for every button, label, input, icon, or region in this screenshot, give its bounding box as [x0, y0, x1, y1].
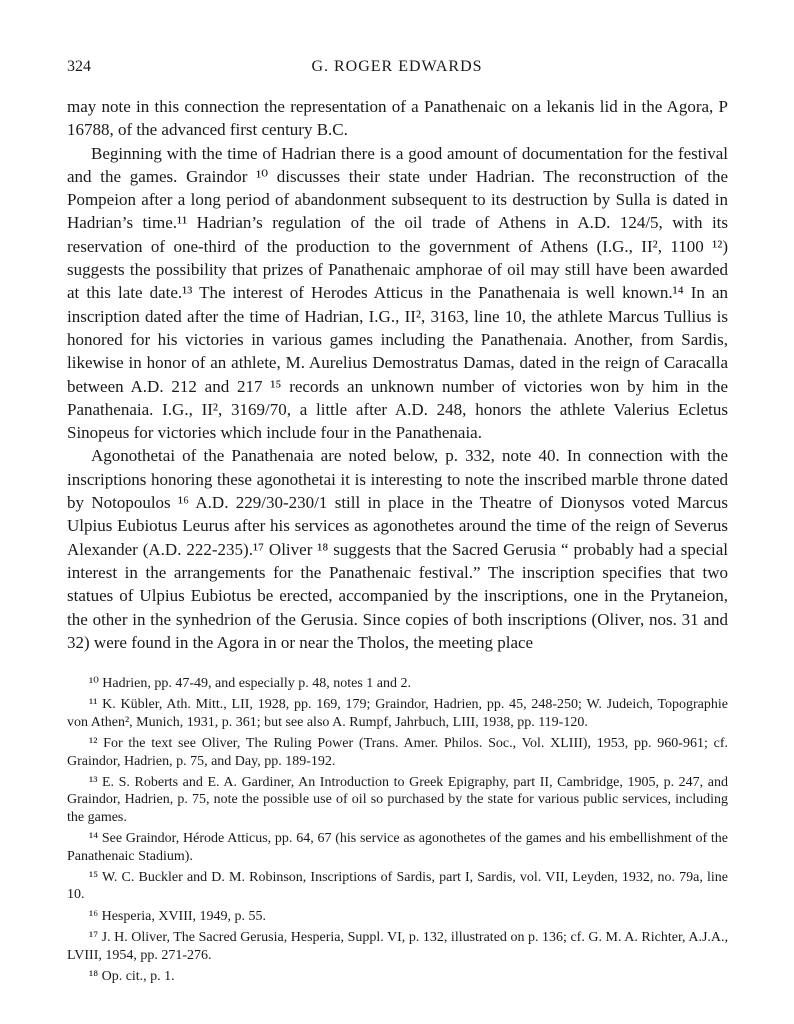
footnote-13: ¹³ E. S. Roberts and E. A. Gardiner, An Introduction to Greek Epigraphy, part II, Cambridge, 1905, p. 247, and Graindor, Hadrien, p. 75, note the possible use of oil so purchased by the state for various public services, including the games. — [67, 775, 728, 825]
footnote-17: ¹⁷ J. H. Oliver, The Sacred Gerusia, Hesperia, Suppl. VI, p. 132, illustrated on p. 136; cf. G. M. A. Richter, A.J.A., LVIII, 1954, pp. 271-276. — [67, 930, 728, 963]
footnote-15: ¹⁵ W. C. Buckler and D. M. Robinson, Inscriptions of Sardis, part I, Sardis, vol. VII, Leyden, 1932, no. 79a, line 10. — [67, 870, 728, 903]
page-header — [67, 58, 727, 80]
footnote-16: ¹⁶ Hesperia, XVIII, 1949, p. 55. — [89, 908, 267, 924]
footnote-18: ¹⁸ Op. cit., p. 1. — [89, 969, 175, 985]
footnote-12: ¹² For the text see Oliver, The Ruling Power (Trans. Amer. Philos. Soc., Vol. XLIII), 1953, pp. 960-961; cf. Graindor, Hadrien, p. 75, and Day, pp. 189-192. — [67, 736, 728, 769]
footnotes — [67, 675, 728, 986]
paragraph-3: Agonothetai of the Panathenaia are noted below, p. 332, note 40. In connection with the inscriptions honoring these agonothetai it is interesting to note the inscribed marble throne dated by Notopoulos ¹⁶ A.D. 229/30-230/1 still in place in the Theatre of Dionysos voted Marcus Ulpius Eubiotus Leurus after his services as agonothetes around the time of the reign of Severus Alexander (A.D. 222-235).¹⁷ Oliver ¹⁸ suggests that the Sacred Gerusia “ probably had a special interest in the arrangements for the Panathenaic festival.” The inscription specifies that two statues of Ulpius Eubiotus be erected, accompanied by the inscriptions, one in the Prytaneion, the other in the synhedrion of the Gerusia. Since copies of both inscriptions (Oliver, nos. 31 and 32) were found in the Agora in or near the Tholos, the meeting place — [67, 446, 728, 652]
footnote-11: ¹¹ K. Kübler, Ath. Mitt., LII, 1928, pp. 169, 179; Graindor, Hadrien, pp. 45, 248-250; W. Judeich, Topographie von Athen², Munich, 1931, p. 361; but see also A. Rumpf, Jahrbuch, LIII, 1938, pp. 119-120. — [67, 697, 728, 730]
running-head: G. ROGER EDWARDS — [311, 58, 483, 75]
footnote-10: ¹⁰ Hadrien, pp. 47-49, and especially p. 48, notes 1 and 2. — [89, 676, 412, 691]
page-number: 324 — [67, 58, 91, 75]
paragraph-1: may note in this connection the representation of a Panathenaic on a lekanis lid in the Agora, P 16788, of the advanced first century B.C. — [67, 97, 728, 140]
main-text — [67, 95, 728, 654]
footnote-14: ¹⁴ See Graindor, Hérode Atticus, pp. 64, 67 (his service as agonothetes of the games and his embellishment of the Panathenaic Stadium). — [67, 831, 728, 864]
paragraph-2: Beginning with the time of Hadrian there is a good amount of documentation for the festival and the games. Graindor ¹⁰ discusses their state under Hadrian. The reconstruction of the Pompeion after a long period of abandonment subsequent to its destruction by Sulla is dated in Hadrian’s time.¹¹ Hadrian’s regulation of the oil trade of Athens in A.D. 124/5, with its reservation of one-third of the production to the government of Athens (I.G., II², 1100 ¹²) suggests the possibility that prizes of Panathenaic amphorae of oil may still have been awarded at this late date.¹³ The interest of Herodes Atticus in the Panathenaia is well known.¹⁴ In an inscription dated after the time of Hadrian, I.G., II², 3163, line 10, the athlete Marcus Tullius is honored for his victories in various games including the Panathenaia. Another, from Sardis, likewise in honor of an athlete, M. Aurelius Demostratus Damas, dated in the reign of Caracalla between A.D. 212 and 217 ¹⁵ records an unknown number of victories won by him in the Panathenaia. I.G., II², 3169/70, a little after A.D. 248, honors the athlete Valerius Ecletus Sinopeus for victories which include four in the Panathenaia. — [67, 143, 728, 443]
